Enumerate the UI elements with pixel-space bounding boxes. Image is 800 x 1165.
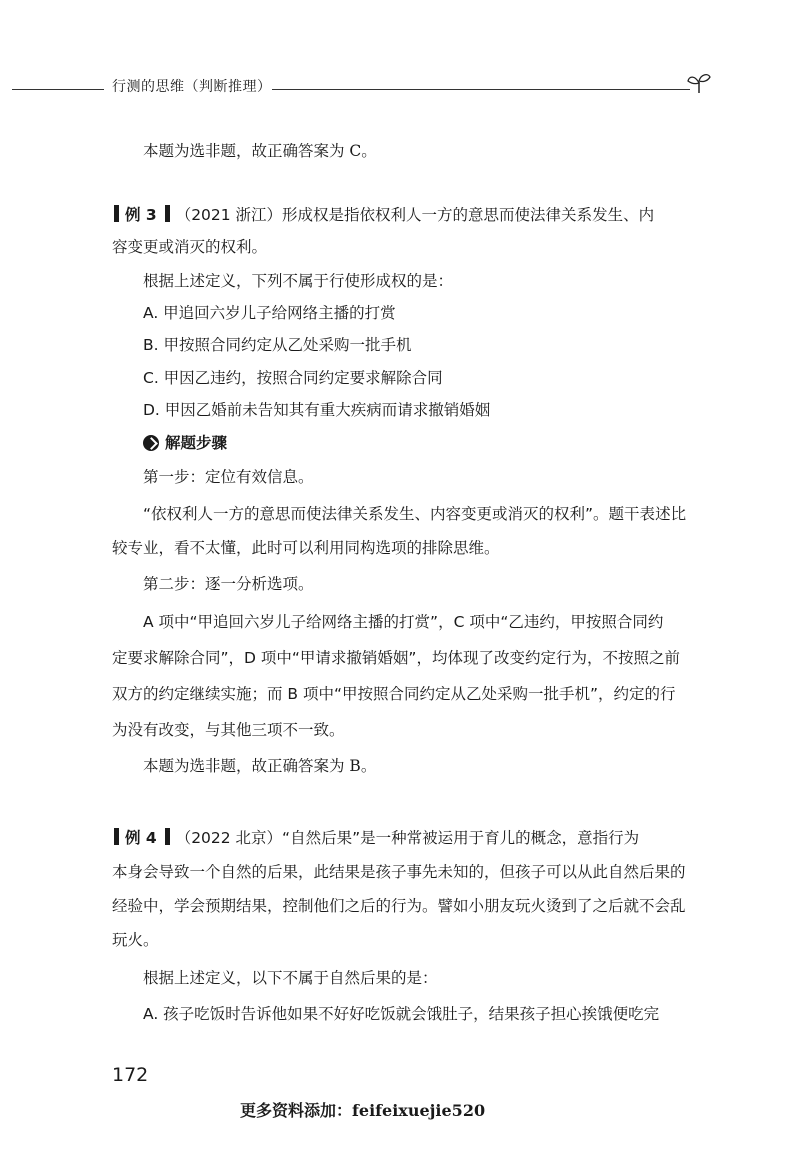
example4-stem-text: （2022 北京）“自然后果”是一种常被运用于育儿的概念，意指行为: [175, 829, 640, 847]
example4-label: 例 4: [125, 829, 157, 847]
example4-stem-line2: 本身会导致一个自然的后果，此结果是孩子事先未知的，但孩子可以从此自然后果的: [112, 863, 686, 881]
pencil-circle-icon: [143, 435, 159, 451]
footer-note: 更多资料添加：feifeixuejie520: [240, 1101, 486, 1120]
label-bar-left: [114, 828, 119, 845]
example4-stem-line1: [112, 821, 712, 855]
example4-stem-line3: 经验中，学会预期结果，控制他们之后的行为。譬如小朋友玩火烫到了之后就不会乱: [112, 897, 686, 915]
example3-stem-line2: 容变更或消灭的权利。: [112, 238, 268, 256]
example3-option-b: B. 甲按照合同约定从乙处采购一批手机: [143, 336, 412, 354]
example3-stem-text: （2021 浙江）形成权是指依权利人一方的意思而使法律关系发生、内: [175, 206, 655, 224]
previous-answer: 本题为选非题，故正确答案为 C。: [143, 142, 377, 160]
example3-option-c: C. 甲因乙违约，按照合同约定要求解除合同: [143, 369, 443, 387]
running-header: [0, 72, 800, 100]
example3-answer: 本题为选非题，故正确答案为 B。: [143, 757, 377, 775]
header-rule-left: [12, 89, 104, 90]
solution-steps-label: 解题步骤: [165, 434, 228, 452]
step2-text: 第二步：逐一分析选项。: [143, 575, 314, 593]
label-bar-right: [165, 205, 170, 222]
solution-steps-heading: [143, 428, 227, 458]
analysis-line4: 为没有改变，与其他三项不一致。: [112, 721, 345, 739]
example3-option-a: A. 甲追回六岁儿子给网络主播的打赏: [143, 304, 396, 322]
example4-option-a: A. 孩子吃饭时告诉他如果不好好吃饭就会饿肚子，结果孩子担心挨饿便吃完: [143, 1005, 660, 1023]
header-title: 行测的思维（判断推理）: [112, 79, 272, 95]
example4-question: 根据上述定义，以下不属于自然后果的是：: [143, 969, 438, 987]
analysis-line2: 定要求解除合同”，D 项中“甲请求撤销婚姻”，均体现了改变约定行为，不按照之前: [112, 649, 680, 667]
example3-label: 例 3: [125, 206, 157, 224]
example3-question: 根据上述定义，下列不属于行使形成权的是：: [143, 272, 454, 290]
quote-line2: 较专业，看不太懂，此时可以利用同构选项的排除思维。: [112, 539, 500, 557]
label-bar-right: [165, 828, 170, 845]
step1-text: 第一步：定位有效信息。: [143, 468, 314, 486]
quote-line1: “依权利人一方的意思而使法律关系发生、内容变更或消灭的权利”。题干表述比: [143, 505, 687, 523]
label-bar-left: [114, 205, 119, 222]
analysis-line3: 双方的约定继续实施；而 B 项中“甲按照合同约定从乙处采购一批手机”，约定的行: [112, 685, 676, 703]
example3-option-d: D. 甲因乙婚前未告知其有重大疾病而请求撤销婚姻: [143, 401, 491, 419]
analysis-line1: A 项中“甲追回六岁儿子给网络主播的打赏”，C 项中“乙违约，甲按照合同约: [143, 613, 664, 631]
header-rule-right: [272, 89, 690, 90]
example3-stem-line1: [112, 198, 712, 232]
example4-stem-line4: 玩火。: [112, 931, 159, 949]
sprout-icon: [686, 72, 712, 94]
page-number: 172: [112, 1064, 149, 1086]
